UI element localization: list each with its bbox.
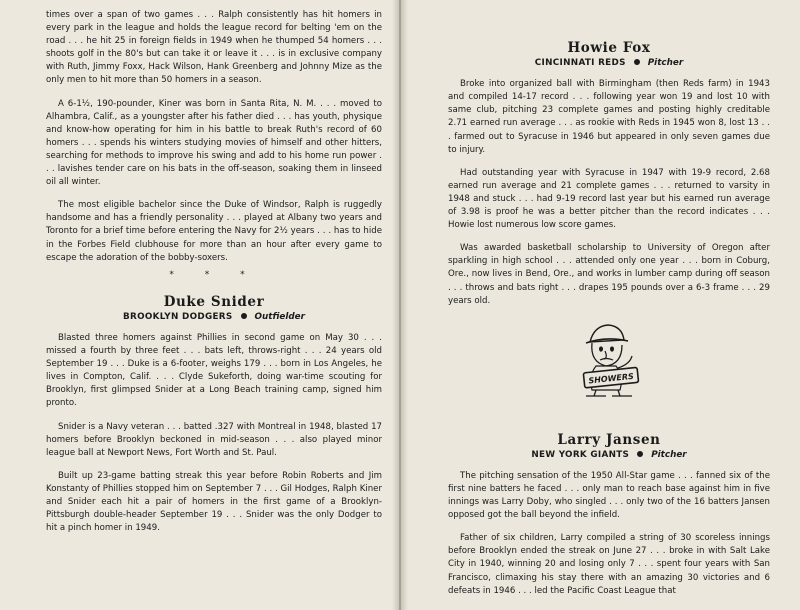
showers-sign-text: SHOWERS [587,371,635,386]
team-line-fox [448,57,770,70]
team-line-jansen [448,449,770,462]
bullet-icon [634,59,640,65]
snider-paragraph-3: Built up 23-game batting streak this year before Robin Roberts and Jim Konstanty of Phillies stopped him on September 7 . . . Gil Hodges, Ralph Kiner and Snider each hit a pair of homers in the first game of a Brooklyn-Pittsburgh double-header September 19 . . . Snider was the only Dodger to hit a pinch homer in 1949. [46,470,382,534]
showers-cartoon-icon [572,318,646,400]
team-name-jansen: NEW YORK GIANTS [531,449,630,460]
jansen-paragraph-2: Father of six children, Larry compiled a string of 30 scoreless innings before Brooklyn ended the streak on June 27 . . . broke in with Salt Lake City in 1940, winning 20 and losing only 7 . . . spent four years with San Francisco, climaxing his stay there with an amazing 30 victories and 6 defeats in 1946 . . . led the Pacific Coast League that [448,533,770,596]
section-separator: * * * [169,269,259,280]
kiner-paragraph-2: A 6-1½, 190-pounder, Kiner was born in Santa Rita, N. M. . . . moved to Alhambra, Calif., as a youngster after his father died . . . has youth, physique and know-how operating for him in his battle to break Ruth's record of 60 homers . . . spends his winters studying movies of himself and other hitters, searching for methods to improve his swing and add to his home run power . . . lavishes tender care on his bats in the off-season, soaking them in linseed oil all winter. [46,98,382,188]
right-page [400,0,800,610]
position-snider: Outfielder [254,311,305,322]
jansen-paragraph-1: The pitching sensation of the 1950 All-Star game . . . fanned six of the first nine batters he faced . . . only man to reach base against him in five innings was Larry Doby, who singled . . . only two of the 16 batters Jansen opposed got the ball beyond the infield. [448,470,770,521]
position-jansen: Pitcher [651,449,687,460]
left-page [0,0,398,610]
player-name-snider: Duke Snider [163,293,265,310]
bullet-icon [637,451,643,457]
book-gutter [392,0,408,610]
snider-paragraph-1: Blasted three homers against Phillies in second game on May 30 . . . missed a fourth by three feet . . . bats left, throws-right . . . 24 years old September 19 . . . Duke is a 6-footer, weighs 179 . . . born in Los Angeles, he lives in Compton, Calif. . . . Clyde Sukeforth, doing war-time scouting for Brooklyn, first glimpsed Snider at a Long Beach training camp, signed him pronto. [46,332,382,409]
snider-paragraph-2: Snider is a Navy veteran . . . batted .327 with Montreal in 1948, blasted 17 homers before Brooklyn beckoned in mid-season . . . also played minor league ball at Newport News, Fort Worth and St. Paul. [46,421,382,458]
player-name-fox: Howie Fox [567,40,651,56]
kiner-paragraph-1: times over a span of two games . . . Ralph consistently has hit homers in every park in the league and holds the league record for belting 'em on the road . . . he hit 25 in foreign fields in 1949 when he thumped 54 homers . . . shoots golf in the 80's but can take it or leave it . . . is in exclusive company with Ruth, Jimmy Foxx, Hack Wilson, Hank Greenberg and Johnny Mize as the only men to hit more than 50 homers in a season. [46,10,382,86]
spacer [448,400,770,434]
kiner-paragraph-3: The most eligible bachelor since the Duke of Windsor, Ralph is ruggedly handsome and has a friendly personality . . . played at Albany two years and Toronto for a brief time before entering the Navy for 2½ years . . . has to hide in the Forbes Field clubhouse for more than an hour after every game to escape the adoration of the bobby-soxers. [46,200,382,263]
right-column [448,42,770,608]
bullet-icon [241,313,247,319]
fox-paragraph-2: Had outstanding year with Syracuse in 1947 with 19-9 record, 2.68 earned run average and 21 complete games . . . returned to varsity in 1948 and stuck . . . had 9-19 record last year but his earned run average of 3.98 is proof he was a better pitcher than the record indicates . . . Howie lost numerous low score games. [448,167,770,231]
fox-paragraph-1: Broke into organized ball with Birmingham (then Reds farm) in 1943 and compiled 14-17 record . . . following year won 19 and lost 10 with same club, pitching 23 complete games and posting highly creditable 2.71 earned run average . . . as rookie with Reds in 1945 won 8, lost 13 . . . farmed out to Syracuse in 1946 but appeared in only seven games due to injury. [448,79,770,155]
left-column [46,9,382,545]
position-fox: Pitcher [647,58,684,69]
fox-paragraph-3: Was awarded basketball scholarship to University of Oregon after sparkling in high school . . . attended only one year . . . born in Coburg, Ore., now lives in Bend, Ore., and works in lumber camp during off season . . . throws and bats right . . . drapes 195 pounds over a 6-3 frame . . . 29 years old. [448,243,770,306]
team-name-snider: BROOKLYN DODGERS [123,311,233,322]
player-name-jansen: Larry Jansen [557,431,661,448]
team-line-snider [46,311,382,324]
team-name-fox: CINCINNATI REDS [534,58,626,69]
